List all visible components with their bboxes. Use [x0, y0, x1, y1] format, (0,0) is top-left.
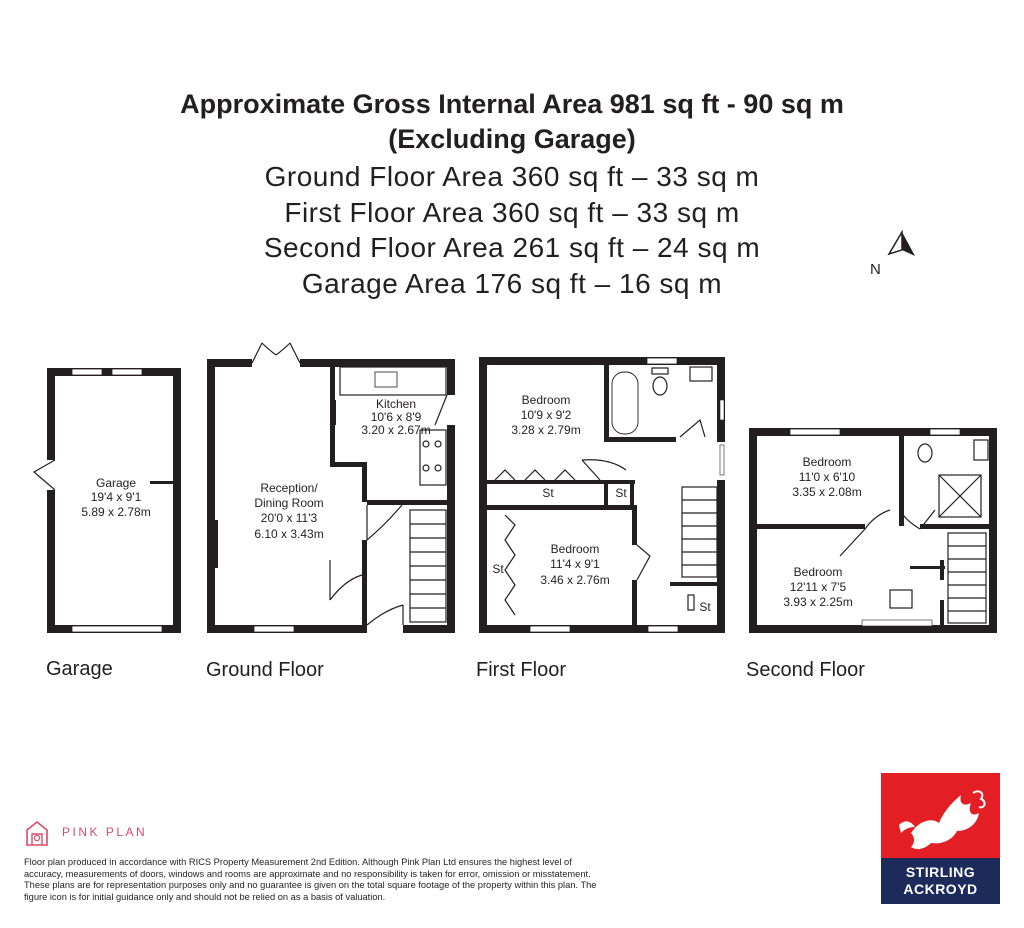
kitchen-metric: 3.20 x 2.67m [361, 423, 431, 437]
sf-bedroom1-metric: 3.35 x 2.08m [792, 485, 862, 499]
second-floor-area: Second Floor Area 261 sq ft – 24 sq m [263, 232, 761, 263]
griffin-icon [881, 773, 1000, 858]
ff-bedroom2-metric: 3.46 x 2.76m [540, 573, 610, 587]
ff-bedroom1-metric: 3.28 x 2.79m [511, 423, 581, 437]
garage-name: Garage [95, 476, 137, 490]
agent-name-line2: ACKROYD [903, 881, 978, 897]
garage-area: Garage Area 176 sq ft – 16 sq m [301, 268, 723, 299]
kitchen-name: Kitchen [375, 397, 417, 411]
store-label-2: St [615, 486, 627, 500]
north-label: N [870, 261, 881, 278]
agent-name-line1: STIRLING [905, 864, 976, 880]
sf-bedroom2-name: Bedroom [793, 565, 843, 579]
ff-bedroom1-name: Bedroom [521, 393, 571, 407]
reception-imperial: 20'0 x 11'3 [260, 511, 318, 525]
sf-bedroom2-imperial: 12'11 x 7'5 [789, 580, 847, 594]
store-label-3: St [492, 562, 504, 576]
first-floor-label: First Floor [476, 659, 566, 681]
disclaimer-text: Floor plan produced in accordance with RICS Property Measurement 2nd Edition. Although Pink Plan Ltd ensures the highest level of accuracy, measurements of doors, windows and rooms are approximate and no responsibility is taken for error, omission or misstatement. These plans are for representation purposes only and no guarantee is given on the total square footage of the property within this plan. The figure icon is for initial guidance only and should not be relied on as a basis of valuation. [24, 857, 597, 902]
sf-bedroom1-name: Bedroom [802, 455, 852, 469]
reception-metric: 6.10 x 3.43m [254, 527, 324, 541]
pink-plan-wordmark: PINK PLAN [62, 825, 148, 839]
house-logo-icon [24, 818, 58, 848]
ground-floor-plan [207, 343, 455, 633]
kitchen-imperial: 10'6 x 8'9 [370, 410, 422, 424]
ff-bedroom2-imperial: 11'4 x 9'1 [550, 557, 600, 571]
ground-floor-area: Ground Floor Area 360 sq ft – 33 sq m [264, 161, 760, 192]
first-floor-plan [479, 357, 725, 633]
garage-metric: 5.89 x 2.78m [81, 505, 151, 519]
second-floor-label: Second Floor [746, 659, 865, 681]
ff-bedroom2-name: Bedroom [550, 542, 600, 556]
garage-floor-label: Garage [46, 658, 113, 680]
first-floor-area: First Floor Area 360 sq ft – 33 sq m [284, 197, 740, 228]
agent-wordmark [881, 858, 1000, 904]
sf-bedroom2-metric: 3.93 x 2.25m [783, 595, 853, 609]
reception-name-2: Dining Room [254, 496, 324, 510]
store-label-1: St [542, 486, 554, 500]
sf-bedroom1-imperial: 11'0 x 6'10 [798, 470, 856, 484]
store-label-4: St [699, 600, 711, 614]
agent-logo [881, 773, 1000, 904]
reception-name-1: Reception/ [260, 481, 318, 495]
ff-bedroom1-imperial: 10'9 x 9'2 [520, 408, 572, 422]
area-subtitle: (Excluding Garage) [388, 124, 636, 154]
garage-imperial: 19'4 x 9'1 [90, 490, 142, 504]
area-title: Approximate Gross Internal Area 981 sq ft - 90 sq m [180, 89, 844, 119]
ground-floor-label: Ground Floor [206, 659, 324, 681]
